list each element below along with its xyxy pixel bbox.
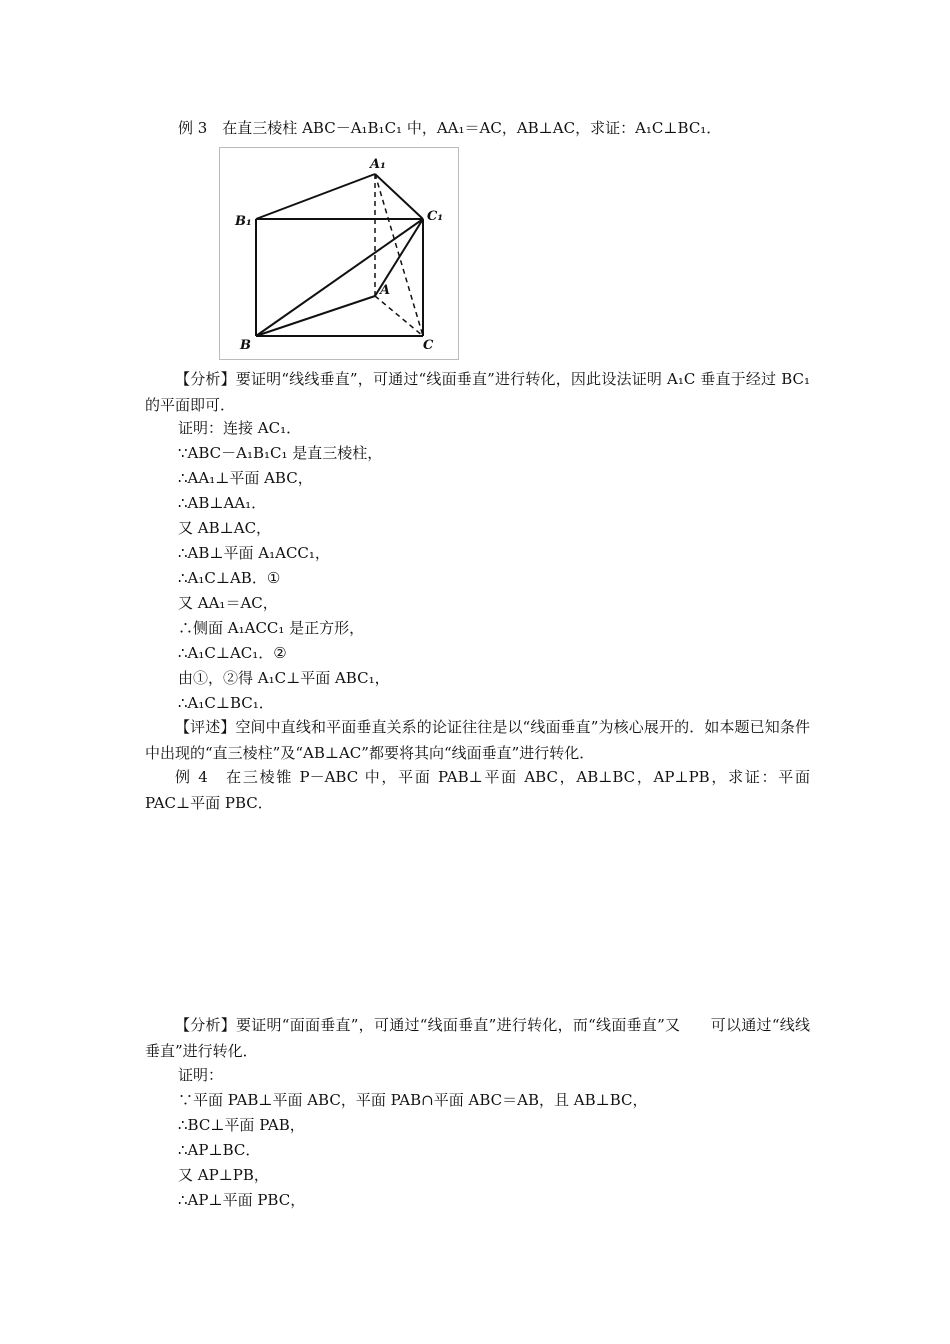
proof-3-line: ∴A₁C⊥AC₁．② bbox=[178, 644, 287, 662]
edge-b1-a1 bbox=[256, 174, 375, 219]
label-a: A bbox=[380, 283, 391, 298]
proof-3-line: ∴AB⊥AA₁． bbox=[178, 494, 267, 512]
label-b: B bbox=[240, 338, 251, 353]
edge-a1-c-dashed bbox=[375, 174, 423, 336]
analysis-3: 【分析】要证明“线线垂直”，可通过“线面垂直”进行转化，因此设法证明 A₁C 垂直于经过 BC₁ 的平面即可． bbox=[145, 370, 810, 414]
label-a1: A₁ bbox=[370, 157, 386, 172]
analysis-4: 【分析】要证明“面面垂直”，可通过“线面垂直”进行转化，而“线面垂直”又 可以通过“线线垂直”进行转化． bbox=[145, 1016, 810, 1060]
label-c: C bbox=[423, 338, 434, 353]
proof-4-line: 证明： bbox=[178, 1066, 224, 1084]
proof-3-line: 又 AA₁＝AC， bbox=[178, 594, 278, 612]
comment-3: 【评述】空间中直线和平面垂直关系的论证往往是以“线面垂直”为核心展开的．如本题已知条件中出现的“直三棱柱”及“AB⊥AC”都要将其向“线面垂直”进行转化． bbox=[145, 718, 810, 762]
proof-3-line: ∵ABC－A₁B₁C₁ 是直三棱柱， bbox=[178, 444, 383, 462]
proof-4-line: ∴AP⊥BC． bbox=[178, 1141, 261, 1159]
proof-3-line: ∴AB⊥平面 A₁ACC₁， bbox=[178, 544, 330, 562]
prism-diagram bbox=[220, 148, 460, 361]
proof-3-line: 由①，②得 A₁C⊥平面 ABC₁， bbox=[178, 669, 390, 687]
edge-a1-c1 bbox=[375, 174, 423, 219]
proof-3-line: ∴A₁C⊥BC₁． bbox=[178, 694, 274, 712]
edge-b-a bbox=[256, 296, 375, 336]
proof-3-line: 又 AB⊥AC， bbox=[178, 519, 272, 537]
proof-4-line: ∴BC⊥平面 PAB， bbox=[178, 1116, 305, 1134]
edge-a-c-dashed bbox=[375, 296, 423, 336]
proof-3-line: ∴侧面 A₁ACC₁ 是正方形， bbox=[178, 619, 365, 637]
proof-3-line: 证明：连接 AC₁． bbox=[178, 419, 302, 437]
prism-figure bbox=[219, 147, 459, 360]
example-3-statement: 例 3 在直三棱柱 ABC－A₁B₁C₁ 中，AA₁＝AC，AB⊥AC，求证：A₁C⊥BC₁． bbox=[178, 119, 722, 137]
proof-4-line: ∴AP⊥平面 PBC， bbox=[178, 1191, 306, 1209]
label-b1: B₁ bbox=[235, 214, 252, 229]
example-4-statement: 例 4 在三棱锥 P－ABC 中，平面 PAB⊥平面 ABC，AB⊥BC，AP⊥PB，求证：平面 PAC⊥平面 PBC． bbox=[145, 768, 810, 812]
edge-b-c1 bbox=[256, 219, 423, 336]
proof-4-line: ∵平面 PAB⊥平面 ABC，平面 PAB∩平面 ABC＝AB，且 AB⊥BC， bbox=[178, 1091, 648, 1109]
proof-3-line: ∴AA₁⊥平面 ABC， bbox=[178, 469, 313, 487]
proof-4-line: 又 AP⊥PB， bbox=[178, 1166, 269, 1184]
proof-3-line: ∴A₁C⊥AB．① bbox=[178, 569, 281, 587]
label-c1: C₁ bbox=[427, 209, 444, 224]
